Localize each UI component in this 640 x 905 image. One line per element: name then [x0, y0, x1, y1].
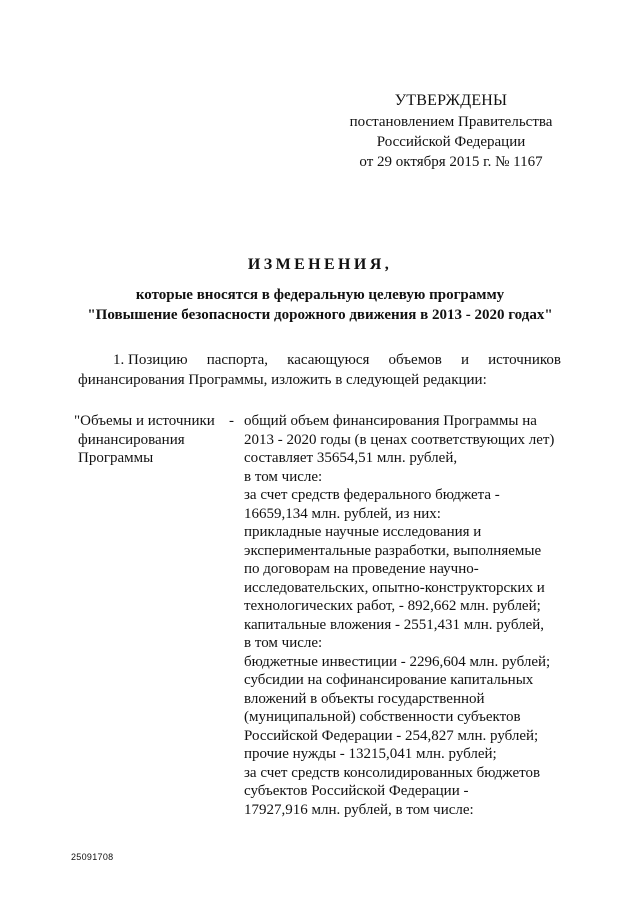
passport-value-line: 17927,916 млн. рублей, в том числе:	[244, 801, 474, 818]
passport-value-line: по договорам на проведение научно-	[244, 561, 479, 577]
passport-value-line: субсидии на софинансирование капитальных	[244, 672, 534, 688]
paragraph-word: 1. Позицию	[113, 352, 188, 368]
paragraph-word: источников	[488, 352, 561, 368]
approval-stamp	[340, 91, 562, 172]
passport-value-line: за счет средств федерального бюджета -	[244, 487, 500, 503]
passport-value-line: прочие нужды - 13215,041 млн. рублей;	[244, 746, 497, 762]
passport-value-line: (муниципальной) собственности субъектов	[244, 709, 521, 725]
paragraph-word: касающуюся	[287, 352, 370, 368]
passport-value-line: общий объем финансирования Программы на	[244, 413, 537, 429]
approval-line: постановлением Правительства	[349, 114, 553, 130]
passport-value-line: субъектов Российской Федерации -	[244, 783, 469, 799]
paragraph-line: финансирования Программы, изложить в следующей редакции:	[78, 372, 487, 388]
document-subtitle-line: которые вносятся в федеральную целевую программу	[135, 287, 505, 303]
paragraph-line	[78, 350, 561, 370]
approval-line: от 29 октября 2015 г. № 1167	[359, 154, 543, 170]
passport-value-line: бюджетные инвестиции - 2296,604 млн. рублей;	[244, 653, 551, 670]
paragraph-1	[78, 350, 561, 390]
paragraph-word: паспорта,	[206, 352, 269, 368]
passport-value-line: экспериментальные разработки, выполняемые	[244, 542, 542, 559]
paragraph-word: и	[460, 352, 469, 368]
document-title: ИЗМЕНЕНИЯ,	[247, 256, 393, 273]
passport-label-line: "Объемы и источники	[74, 413, 215, 429]
document-heading	[60, 255, 580, 325]
passport-value-line: исследовательских, опытно-конструкторских и	[244, 579, 545, 596]
document-number: 25091708	[71, 852, 114, 862]
passport-label-line: Программы	[78, 450, 154, 466]
passport-value-line: прикладные научные исследования и	[244, 524, 482, 540]
passport-label-line: финансирования	[78, 431, 185, 448]
passport-value-line: в том числе:	[244, 468, 323, 485]
passport-value-line: капитальные вложения - 2551,431 млн. рублей,	[244, 616, 544, 633]
passport-value-line: технологических работ, - 892,662 млн. рублей;	[244, 598, 541, 614]
passport-value-line: за счет средств консолидированных бюджетов	[244, 764, 541, 781]
approved-title: УТВЕРЖДЕНЫ	[394, 92, 508, 109]
passport-value-line: в том числе:	[244, 635, 323, 651]
passport-item-label	[74, 412, 236, 468]
approval-line: Российской Федерации	[376, 134, 526, 150]
passport-item-value	[244, 412, 574, 819]
passport-value-line: составляет 35654,51 млн. рублей,	[244, 450, 458, 466]
document-subtitle-line: "Повышение безопасности дорожного движения в 2013 - 2020 годах"	[87, 307, 553, 323]
passport-value-line: Российской Федерации - 254,827 млн. рублей;	[244, 727, 539, 744]
passport-value-line: 16659,134 млн. рублей, из них:	[244, 505, 441, 522]
paragraph-word: объемов	[388, 352, 442, 368]
passport-value-line: 2013 - 2020 годы (в ценах соответствующих лет)	[244, 431, 555, 448]
passport-separator: -	[229, 413, 234, 429]
passport-value-line: вложений в объекты государственной	[244, 690, 485, 707]
